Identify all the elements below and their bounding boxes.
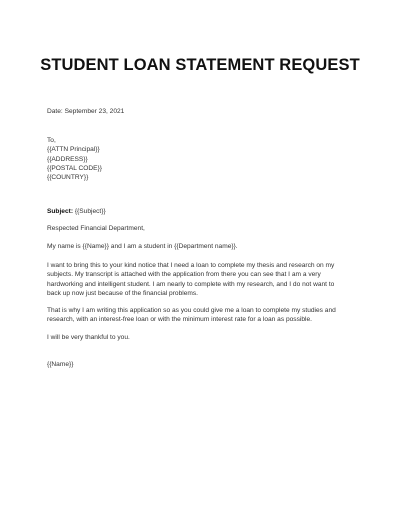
address-attn: {{ATTN Principal}} [47, 146, 100, 154]
body-paragraph-1: I want to bring this to your kind notice that I need a loan to complete my thesis and research on my subjects. My transcript is attached with the application from there you can see that I am a very hardworking and intelligent student. I am nearly to complete with my research, and I do not want to back up now just because of the financial problems. [47, 262, 335, 297]
closing-line: I will be very thankful to you. [47, 334, 130, 341]
subject-line [47, 207, 347, 216]
salutation: Respected Financial Department, [47, 225, 145, 232]
address-street: {{ADDRESS}} [47, 155, 88, 163]
document-title: STUDENT LOAN STATEMENT REQUEST [40, 56, 360, 74]
date-line: Date: September 23, 2021 [47, 108, 125, 115]
subject-value: {{Subject}} [73, 208, 106, 215]
address-postal-code: {{POSTAL CODE}} [47, 164, 102, 172]
intro-paragraph: My name is {{Name}} and I am a student in {{Department name}}. [47, 243, 238, 250]
body-paragraph-2: That is why I am writing this application so as you could give me a loan to complete my studies and research, with an interest-free loan or with the minimum interest rate for a loan as possible. [47, 307, 336, 324]
signature-name: {{Name}} [47, 361, 74, 368]
address-country: {{COUNTRY}} [47, 174, 89, 182]
subject-label: Subject: [47, 208, 74, 215]
recipient-address [47, 136, 347, 182]
address-to: To, [47, 137, 56, 144]
